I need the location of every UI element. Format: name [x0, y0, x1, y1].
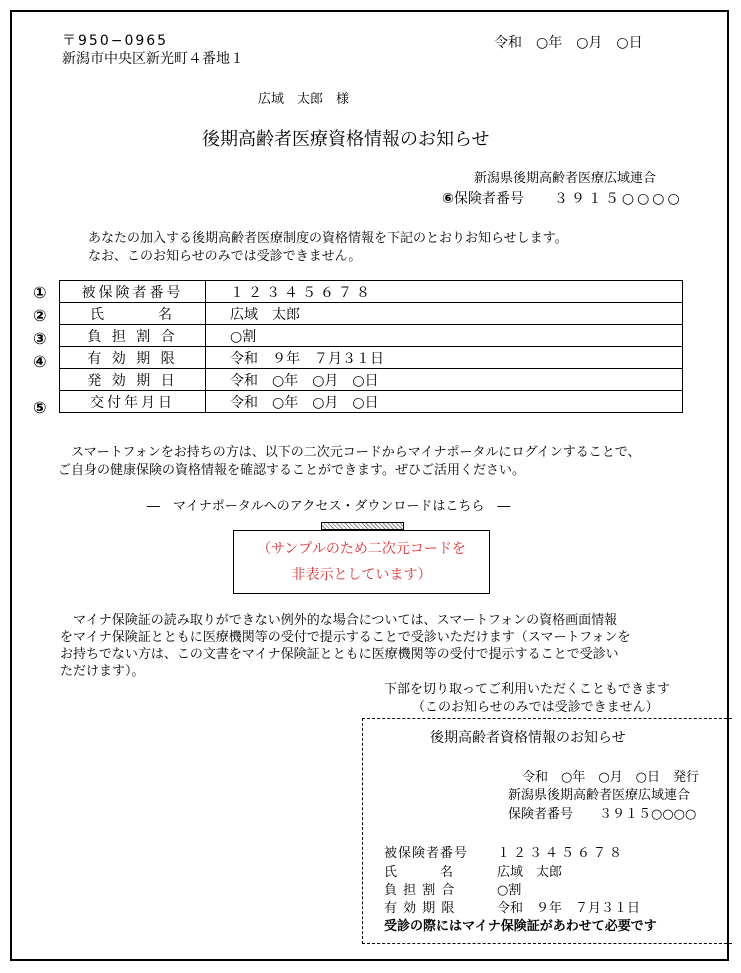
insurer-number-label: 保険者番号: [453, 191, 524, 207]
exception-line-4: ただけます）。: [60, 664, 145, 679]
card-issue-date: 令和 ○年 ○月 ○日 発行: [522, 770, 700, 785]
table-value: 令和 ９年 ７月３１日: [206, 347, 683, 369]
page-title: 後期高齢者医療資格情報のお知らせ: [202, 129, 490, 150]
table-label: 発 効 期 日: [60, 369, 206, 391]
address: 新潟市中央区新光町４番地１: [62, 51, 244, 67]
portal-heading: ― マイナポータルへのアクセス・ダウンロードはこちら ―: [147, 499, 511, 514]
table-value: 広域 太郎: [206, 303, 683, 325]
insurer-number-value: ３９１５○○○○: [553, 191, 683, 207]
card-row-value: １２３４５６７８: [497, 846, 626, 861]
table-value: 令和 ○年 ○月 ○日: [206, 369, 683, 391]
table-label: 交付年月日: [60, 391, 206, 413]
cut-note-line-2: （このお知らせのみでは受診できません）: [412, 700, 659, 715]
qr-notice-line-2: 非表示としています）: [291, 567, 432, 583]
intro-line-1: あなたの加入する後期高齢者医療制度の資格情報を下記のとおりお知らせします。: [88, 231, 568, 246]
marker-6: ⑥: [442, 191, 454, 207]
table-label: 負 担 割 合: [60, 325, 206, 347]
smartphone-line-2: ご自身の健康保険の資格情報を確認することができます。ぜひご活用ください。: [58, 463, 525, 478]
card-row-label: 負 担 割 合: [384, 883, 456, 898]
intro-line-2: なお、このお知らせのみでは受診できません。: [88, 249, 362, 264]
qr-code-placeholder-tab: [321, 522, 404, 530]
card-row-value: 令和 ９年 ７月３１日: [497, 901, 641, 916]
card-row-value: ○割: [497, 883, 522, 898]
card-row-label: 氏 名: [384, 865, 455, 880]
table-row: [60, 325, 683, 347]
card-row: [384, 897, 640, 916]
marker-1: ①: [33, 283, 47, 302]
table-label: 氏 名: [60, 303, 206, 325]
qualification-table: [59, 280, 683, 413]
insurer-number: [442, 188, 683, 208]
table-row: [60, 391, 683, 413]
exception-line-1: マイナ保険証の読み取りができない例外的な場合については、スマートフォンの資格画面情報: [60, 613, 618, 628]
marker-2: ②: [33, 306, 47, 325]
table-label: 被保険者番号: [60, 281, 206, 303]
table-row: [60, 303, 683, 325]
qr-code-placeholder: [233, 530, 490, 594]
table-value: １２３４５６７８: [206, 281, 683, 303]
qr-notice-line-1: （サンプルのため二次元コードを: [257, 541, 466, 557]
card-row-label: 有 効 期 限: [384, 901, 456, 916]
table-label: 有 効 期 限: [60, 347, 206, 369]
exception-line-3: お持ちでない方は、この文書をマイナ保険証とともに医療機関等の受付で提示することで受診い: [60, 647, 619, 662]
table-row: [60, 347, 683, 369]
table-row: [60, 281, 683, 303]
exception-line-2: をマイナ保険証とともに医療機関等の受付で提示することで受診いただけます（スマートフォンを: [60, 630, 631, 645]
table-row: [60, 369, 683, 391]
recipient: 広域 太郎 様: [258, 92, 350, 107]
card-row: [384, 842, 625, 861]
marker-3: ③: [33, 329, 47, 348]
card-issuer: 新潟県後期高齢者医療広域連合: [508, 788, 691, 803]
marker-4: ④: [33, 352, 47, 371]
card-insurer-number: 保険者番号 ３９１５○○○○: [508, 807, 697, 822]
card-row: [384, 861, 562, 880]
smartphone-line-1: スマートフォンをお持ちの方は、以下の二次元コードからマイナポータルにログインすることで、: [58, 445, 641, 460]
marker-5: ⑤: [33, 398, 47, 417]
document-date: 令和 ○年 ○月 ○日: [494, 35, 643, 51]
table-value: ○割: [206, 325, 683, 347]
issuer-name: 新潟県後期高齢者医療広域連合: [474, 171, 657, 186]
postal-code: 〒950−0965: [62, 33, 169, 49]
card-title: 後期高齢者資格情報のお知らせ: [430, 730, 626, 746]
card-row: [384, 879, 521, 898]
card-row-value: 広域 太郎: [497, 865, 563, 880]
table-value: 令和 ○年 ○月 ○日: [206, 391, 683, 413]
cut-note-line-1: 下部を切り取ってご利用いただくこともできます: [384, 682, 671, 697]
card-row-label: 被保険者番号: [384, 846, 469, 861]
card-footer: 受診の際にはマイナ保険証があわせて必要です: [384, 919, 657, 934]
